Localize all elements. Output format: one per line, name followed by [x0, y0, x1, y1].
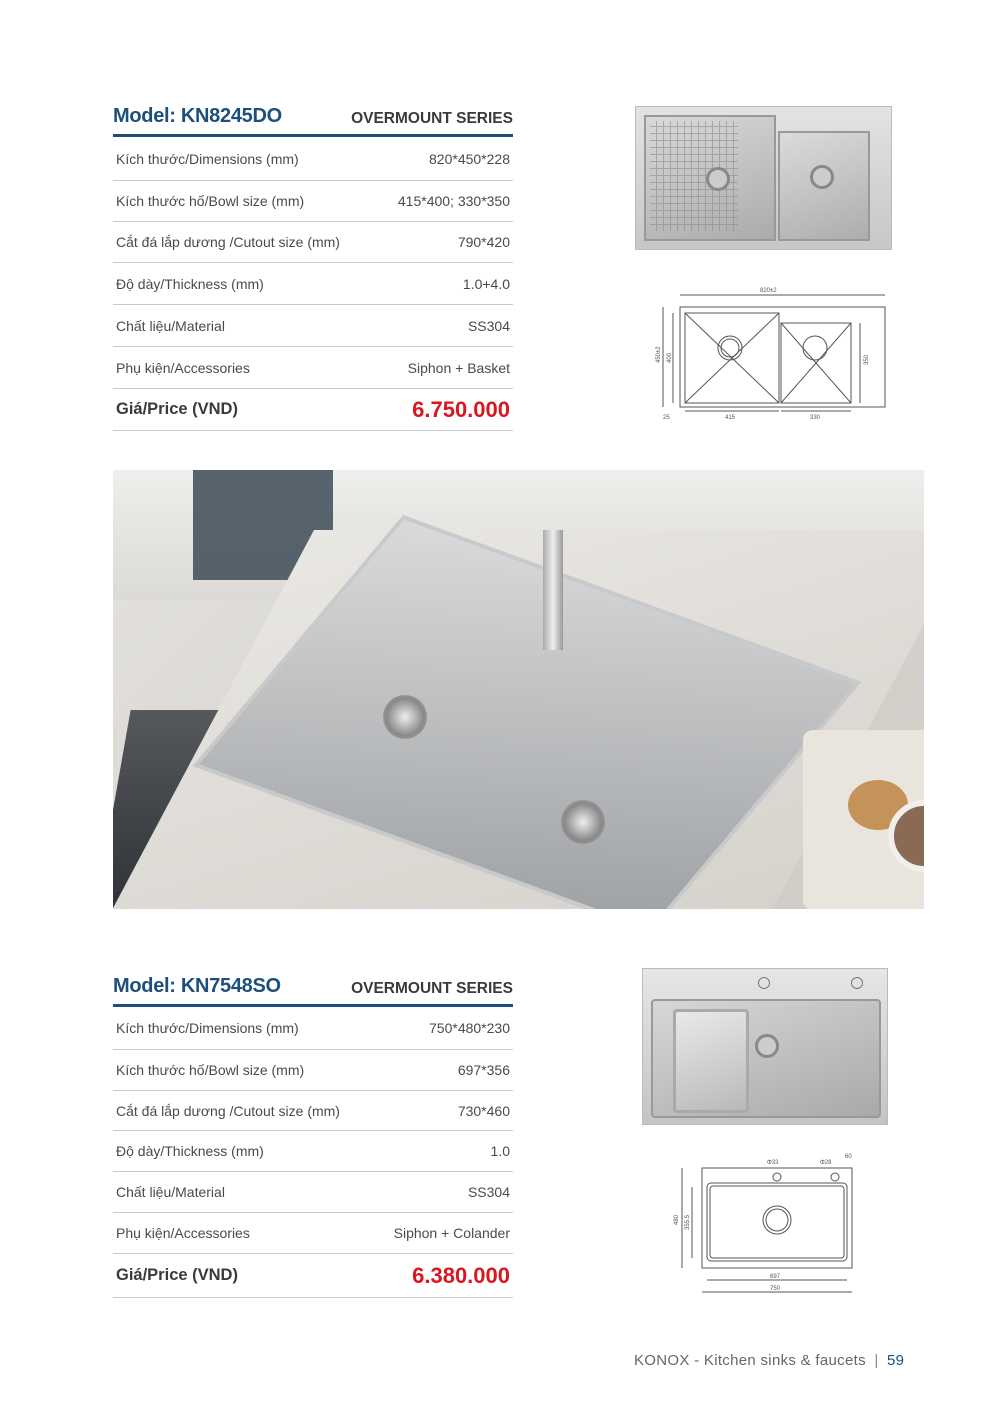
spec-row: [113, 1091, 513, 1131]
spec-row: [113, 181, 513, 222]
technical-drawing-kn8245do: [655, 283, 890, 423]
spec-row: [113, 222, 513, 263]
spec-value: 750*480*230: [429, 1020, 510, 1036]
spec-value: 1.0+4.0: [462, 275, 510, 292]
dim-hole2: Φ28: [820, 1160, 832, 1166]
spec-row: [113, 305, 513, 347]
model-title: Model: KN8245DO: [113, 105, 282, 127]
dim-bowl2-height: 350: [864, 354, 870, 365]
dim-height: 480: [674, 1214, 680, 1225]
page-footer: [634, 1352, 904, 1369]
spec-header: [113, 96, 513, 137]
spec-row: [113, 347, 513, 389]
dim-bowl-width: 697: [770, 1274, 781, 1280]
price-row: [113, 389, 513, 431]
spec-row: [113, 1007, 513, 1050]
price-label: Giá/Price (VND): [116, 400, 238, 418]
spec-value: 1.0: [490, 1143, 510, 1159]
series-label: OVERMOUNT SERIES: [351, 110, 513, 127]
spec-label: Kích thước hố/Bowl size (mm): [116, 193, 305, 209]
product-photo-kn7548so: [642, 968, 888, 1125]
spec-value: 790*420: [457, 234, 510, 250]
spec-row: [113, 1050, 513, 1091]
spec-label: Phụ kiện/Accessories: [116, 359, 250, 376]
spec-value: Siphon + Basket: [407, 359, 510, 376]
spec-value: SS304: [467, 317, 510, 334]
spec-label: Chất liệu/Material: [116, 317, 225, 334]
spec-label: Độ dày/Thickness (mm): [116, 1143, 264, 1159]
spec-row: [113, 137, 513, 181]
price-value: 6.380.000: [412, 1262, 510, 1288]
spec-value: Siphon + Colander: [393, 1225, 510, 1241]
dim-width: 750: [770, 1286, 781, 1292]
spec-value: 415*400; 330*350: [397, 193, 510, 209]
dim-offset: 60: [845, 1154, 852, 1160]
dim-width: 820±2: [760, 288, 777, 294]
footer-separator: |: [874, 1352, 879, 1369]
spec-value: 820*450*228: [429, 150, 510, 167]
model-title: Model: KN7548SO: [113, 975, 281, 997]
spec-label: Chất liệu/Material: [116, 1184, 225, 1200]
price-label: Giá/Price (VND): [116, 1266, 238, 1284]
lifestyle-photo: [113, 470, 924, 909]
spec-row: [113, 1213, 513, 1254]
technical-drawing-kn7548so: [660, 1150, 865, 1300]
spec-label: Cắt đá lắp dương /Cutout size (mm): [116, 234, 340, 250]
price-value: 6.750.000: [412, 396, 510, 422]
spec-label: Độ dày/Thickness (mm): [116, 275, 264, 292]
series-label: OVERMOUNT SERIES: [351, 980, 513, 997]
spec-label: Kích thước/Dimensions (mm): [116, 150, 299, 167]
footer-text: KONOX - Kitchen sinks & faucets: [634, 1352, 866, 1369]
spec-table-kn7548so: [113, 966, 513, 1298]
spec-label: Kích thước/Dimensions (mm): [116, 1020, 299, 1036]
spec-header: [113, 966, 513, 1007]
dim-hole1: Φ33: [767, 1160, 779, 1166]
dim-height: 450±2: [656, 346, 662, 363]
spec-row: [113, 263, 513, 305]
dim-bowl2: 330: [810, 415, 821, 421]
dim-bowl1: 415: [725, 415, 736, 421]
dim-inner-height: 400: [667, 352, 673, 363]
page-number: 59: [887, 1352, 905, 1369]
dim-edge: 25: [663, 415, 670, 421]
spec-value: SS304: [467, 1184, 510, 1200]
spec-label: Phụ kiện/Accessories: [116, 1225, 250, 1241]
product-photo-kn8245do: [635, 106, 892, 250]
spec-value: 697*356: [457, 1062, 510, 1078]
spec-row: [113, 1172, 513, 1213]
spec-label: Kích thước hố/Bowl size (mm): [116, 1062, 305, 1078]
spec-value: 730*460: [457, 1102, 510, 1119]
spec-label: Cắt đá lắp dương /Cutout size (mm): [116, 1102, 340, 1119]
dim-bowl-height: 355.5: [685, 1214, 691, 1230]
price-row: [113, 1254, 513, 1298]
spec-row: [113, 1131, 513, 1172]
spec-table-kn8245do: [113, 96, 513, 431]
